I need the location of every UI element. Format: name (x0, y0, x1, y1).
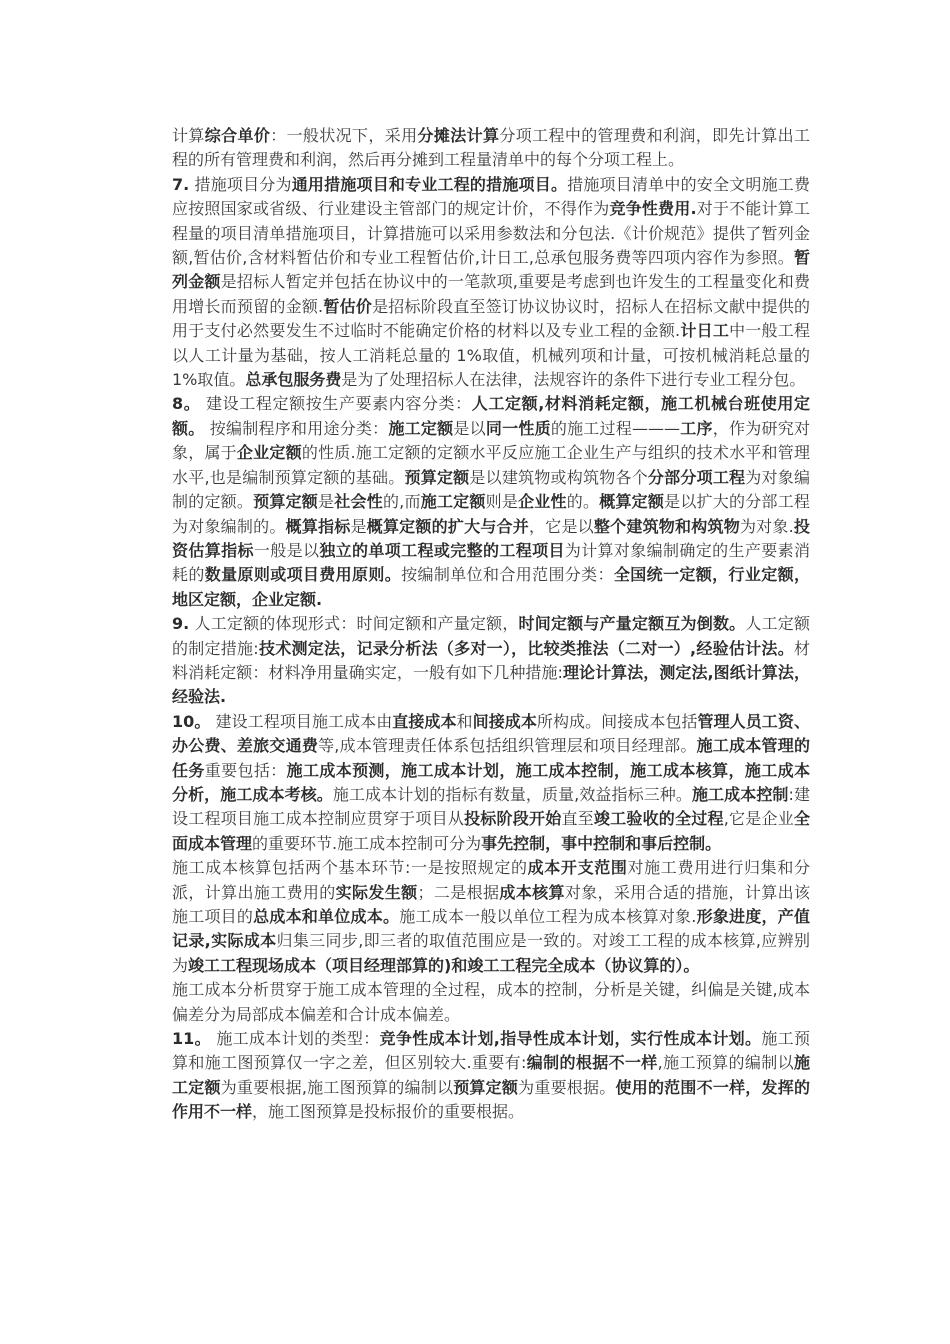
text-segment: 所构成。间接成本包括 (536, 711, 698, 731)
text-segment: 按编制程序和用途分类： (204, 418, 389, 438)
bold-text: 11。 (172, 1029, 211, 1049)
bold-text: 分摊法计算 (417, 126, 500, 145)
text-segment: 施工成本一般以单位工程为成本核算对象. (399, 907, 697, 926)
paragraph (172, 856, 810, 978)
bold-text: 7. (172, 174, 190, 194)
text-segment: 为对象编制的定额。 (172, 467, 810, 512)
bold-text: 竞争性成本计划,指导性成本计划，实行性成本计划。 (379, 1029, 762, 1049)
bold-text: 施工成本控制 (691, 784, 789, 804)
bold-text: 整个建筑物和构筑物 (593, 516, 740, 536)
text-segment: ，施工图预算是投标报价的重要根据。 (252, 1102, 525, 1122)
text-segment: 建设工程定额按生产要素内容分类： (200, 394, 472, 414)
bold-text: 施工成本预测，施工成本计划，施工成本控制，施工成本核算，施工成本分析，施工成本考核。 (172, 760, 810, 804)
bold-text: 全面成本管理 (172, 809, 810, 853)
bold-text: 概算指标 (285, 516, 351, 536)
bold-text: 竞争性费用. (609, 199, 697, 219)
bold-text: 概算定额的扩大与合并 (366, 516, 529, 536)
bold-text: 企业定额 (236, 443, 302, 463)
bold-text: 企业性 (518, 492, 567, 512)
text-segment: 是 (350, 516, 367, 536)
bold-text: 直接成本 (392, 711, 457, 731)
text-segment: 计算 (172, 126, 205, 145)
text-segment: 的性质.施工定额的定额水平反应施工企业生产与组织的技术水平和管理水平,也是编制预算定额的基础。 (172, 443, 810, 487)
text-segment: ；二是根据 (417, 882, 500, 902)
bold-text: 事先控制，事中控制和事后控制。 (481, 833, 722, 853)
bold-text: 分部分项工程 (647, 467, 746, 487)
text-segment: ,它是企业 (723, 809, 794, 829)
text-segment: 为重要根据。 (518, 1077, 616, 1097)
bold-text: 独立的单项工程或完整的工程项目 (319, 540, 565, 560)
text-segment: 人工定额的制定措施: (172, 614, 810, 658)
text-segment: ，作为研究对象，属于 (172, 418, 810, 463)
bold-text: 综合单价 (204, 126, 271, 145)
text-segment: 是招标阶段直至签订协议协议时，招标人在招标文献中提供的用于支付必然要发生不过临时不能确定价格的材料以及专业工程的金额. (172, 296, 810, 341)
bold-text: 施工定额 (172, 1053, 810, 1097)
bold-text: 编制的根据不一样 (526, 1053, 658, 1073)
text-segment: 分项工程中的管理费和利润，即先计算出工程的所有管理费和利润，然后再分摊到工程量清单中的每个分项工程上。 (172, 126, 810, 170)
bold-text: 总承包服务费 (245, 370, 342, 390)
text-segment: 施工成本分析贯穿于施工成本管理的全过程，成本的控制，分析是关键，纠偏是关键,成本偏差分为局部成本偏差和合计成本偏差。 (172, 980, 810, 1024)
text-segment: 中一般工程以人工计量为基础，按人工消耗总量的 1%取值，机械列项和计量，可按机械消耗总量的 1%取值。 (172, 321, 810, 390)
text-segment: 直至 (561, 809, 594, 829)
text-segment: 建设工程项目施工成本由 (210, 711, 393, 731)
bold-text: 形象进度，产值记录,实际成本 (172, 907, 810, 951)
bold-text: 间接成本 (472, 711, 537, 731)
text-segment: 对于不能计算工程量的项目清单措施项目，计算措施可以采用参数法和分包法.《计价规范》提供了暂列金额,暂估价,含材料暂估价和专业工程暂估价,计日工,总承包服务费等四项内容作为参照。 (172, 199, 810, 268)
bold-text: 计日工 (680, 321, 730, 341)
text-segment: 是以扩大的分部工程为对象编制的。 (172, 492, 810, 536)
text-segment: ,施工预算的编制以 (657, 1053, 794, 1073)
paragraph (172, 710, 810, 856)
text-segment: 为对象. (739, 516, 794, 536)
text-segment: 施工成本核算包括两个基本环节:一是按照规定的 (172, 858, 528, 878)
text-segment: 则是 (485, 492, 519, 512)
bold-text: 施工成本管理的任务 (172, 736, 810, 780)
bold-text: 预算定额 (453, 1077, 519, 1097)
bold-text: 暂估价 (323, 296, 373, 316)
bold-text: 概算定额 (599, 492, 665, 512)
bold-text: 预算定额 (253, 492, 319, 512)
text-segment: 为计算对象编制确定的生产要素消耗的 (172, 540, 810, 585)
bold-text: 8。 (172, 394, 201, 414)
bold-text: 工序 (680, 418, 713, 438)
paragraph (172, 612, 810, 710)
bold-text: 时间定额与产量定额互为倒数。 (518, 614, 746, 634)
text-segment: 归集三同步,即三者的取值范围应是一致的。对竣工工程的成本核算,应辨别为 (172, 931, 810, 975)
text-segment: ：一般状况下，采用 (270, 126, 418, 145)
text-segment: 措施项目清单中的安全文明施工费应按照国家或省级、行业建设主管部门的规定计价，不得作为 (172, 174, 810, 219)
text-segment: 是为了处理招标人在法律，法规容许的条件下进行专业工程分包。 (341, 370, 806, 390)
text-segment: :建设工程项目施工成本控制应贯穿于项目从 (172, 784, 810, 829)
bold-text: 社会性 (334, 492, 383, 512)
bold-text: 人工定额,材料消耗定额，施工机械台班使用定额。 (172, 394, 810, 438)
text-segment: 是以建筑物或构筑物各个 (469, 467, 648, 487)
bold-text: 9. (172, 614, 190, 634)
text-segment: 按编制单位和合用范围分类： (401, 565, 614, 585)
bold-text: 施工定额 (420, 492, 486, 512)
bold-text: 全国统一定额，行业定额，地区定额，企业定额. (172, 565, 810, 609)
bold-text: 成本核算 (499, 882, 565, 902)
text-segment: 一般是以 (253, 540, 320, 560)
paragraph (172, 978, 810, 1027)
text-segment: 是招标人暂定并包括在协议中的一笔款项,重要是考虑到也许发生的工程量变化和费用增长而预留的金额. (172, 272, 810, 316)
bold-text: 使用的范围不一样，发挥的作用不一样 (172, 1077, 810, 1122)
bold-text: 成本开支范围 (527, 858, 628, 878)
bold-text: 施工定额 (388, 418, 454, 438)
paragraph (172, 124, 810, 173)
text-segment: 重要包括： (204, 760, 287, 780)
bold-text: 竣工验收的全过程 (593, 809, 724, 829)
bold-text: 暂列金额 (172, 248, 810, 292)
bold-text: 技术测定法，记录分析法（多对一），比较类推法（二对一）,经验估计法。 (258, 638, 794, 658)
paragraph (172, 392, 810, 612)
bold-text: 投标阶段开始 (464, 809, 562, 829)
text-segment: 的施工过程——— (550, 418, 681, 438)
text-segment: 施工预算和施工图预算仅一字之差，但区别较大.重要有: (172, 1029, 810, 1073)
text-segment: 对象，采用合适的措施，计算出该施工项目的 (172, 882, 810, 926)
bold-text: 投资估算指标 (172, 516, 810, 560)
text-segment: 对施工费用进行归集和分派，计算出施工费用的 (172, 858, 810, 902)
bold-text: 同一性质 (485, 418, 551, 438)
text-segment: 人工定额的体现形式：时间定额和产量定额， (189, 614, 519, 634)
text-segment: 施工成本计划的类型： (210, 1029, 380, 1049)
paragraph (172, 173, 810, 393)
bold-text: 通用措施项目和专业工程的措施项目。 (291, 174, 568, 194)
paragraph (172, 1027, 810, 1125)
text-segment: 是以 (453, 418, 486, 438)
bold-text: 总成本和单位成本。 (253, 907, 400, 926)
text-segment: 的重要环节.施工成本控制可分为 (252, 833, 482, 853)
text-segment: 是 (318, 492, 335, 512)
text-segment: 等,成本管理责任体系包括组织管理层和项目经理部。 (318, 736, 697, 756)
bold-text: 管理人员工资、办公费、差旅交通费 (172, 711, 810, 756)
text-segment: 和 (456, 711, 473, 731)
bold-text: 实际发生额 (335, 882, 418, 902)
bold-text: 数量原则或项目费用原则。 (204, 565, 402, 585)
document-body (172, 124, 810, 1125)
text-segment: 为重要根据,施工图预算的编制以 (220, 1077, 454, 1097)
bold-text: 竣工工程现场成本（项目经理部算的)和竣工工程完全成本（协议算的）。 (188, 955, 700, 975)
bold-text: 预算定额 (404, 467, 470, 487)
text-segment: 材料消耗定额：材料净用量确实定，一般有如下几种措施: (172, 638, 810, 682)
text-segment: 施工成本计划的指标有数量，质量,效益指标三种。 (332, 784, 692, 804)
text-segment: 的。 (566, 492, 600, 512)
bold-text: 理论计算法，测定法,图纸计算法，经验法. (172, 662, 810, 707)
text-segment: 措施项目分为 (189, 174, 292, 194)
bold-text: 10。 (172, 711, 211, 731)
text-segment: 的,而 (382, 492, 421, 512)
text-segment: ，它是以 (529, 516, 594, 536)
